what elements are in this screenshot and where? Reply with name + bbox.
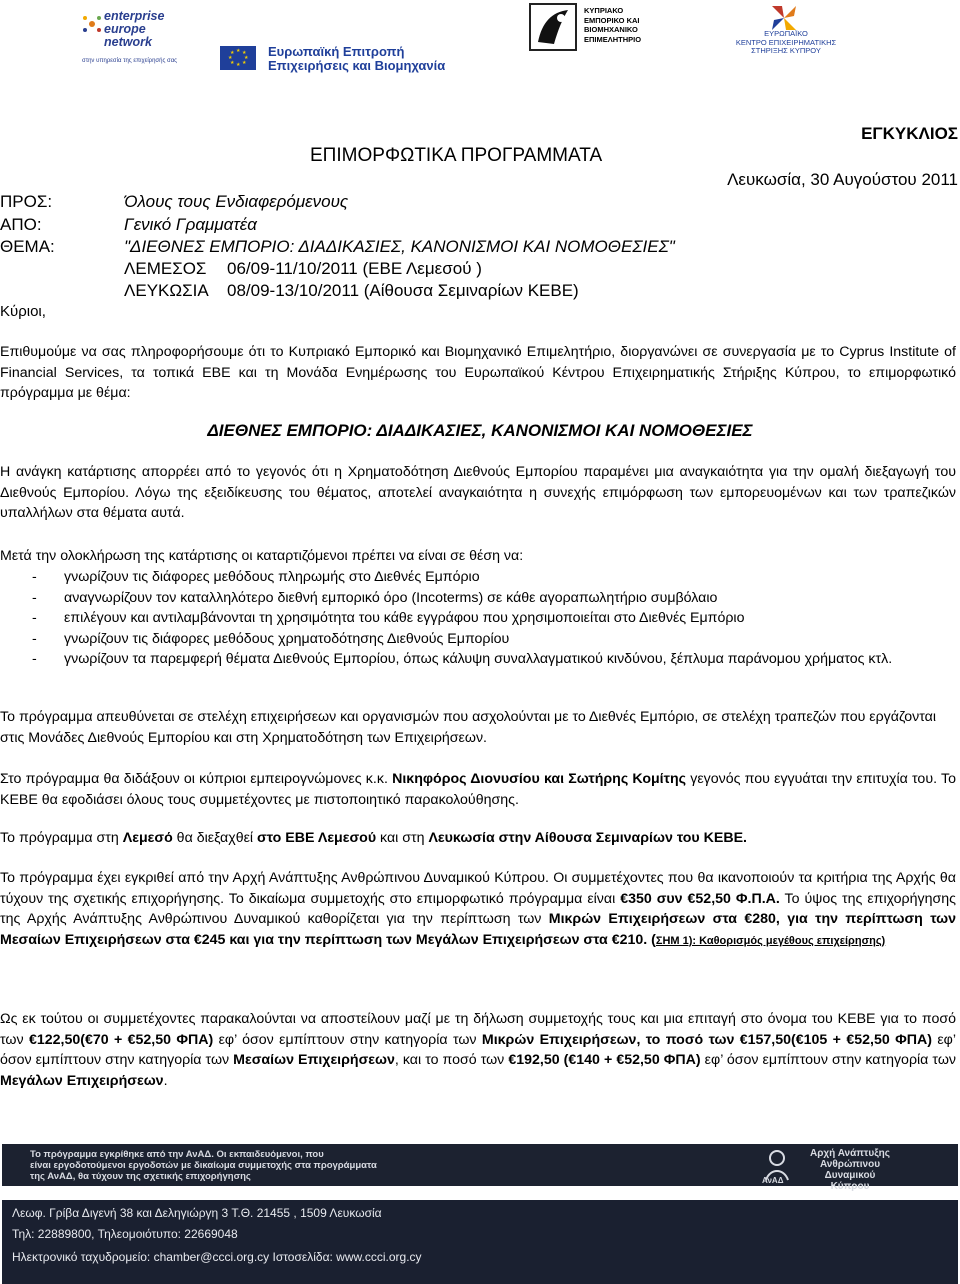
bullet-dash: - — [32, 589, 37, 606]
list-item — [0, 567, 960, 588]
need-paragraph: Η ανάγκη κατάρτισης απορρέει από το γεγονός ότι η Χρηματοδότηση Διεθνούς Εμπορίου παραμένει μια αναγκαιότητα για την ομαλή διεξαγωγή του Διεθνούς Εμπορίου. Λόγω της εξειδίκευσης του θέματος, αποτελεί αναγκαιότητα η συνεχής επιμόρφωση των εμπορευομένων και των τραπεζικών υπαλλήλων στα θέματα αυτά. — [0, 464, 956, 521]
ebe-line-3: ΒΙΟΜΗΧΑΝΙΚΟ — [584, 25, 638, 34]
list-item — [0, 629, 960, 650]
payment-text-e: εφ’ όσον εμπίπτουν στην κατηγορία των — [0, 1031, 956, 1068]
email-line[interactable]: Ηλεκτρονικό ταχυδρομείο: chamber@ccci.org.cy Ιστοσελίδα: www.ccci.org.cy — [12, 1250, 422, 1264]
list-item-text: αναγνωρίζουν τον καταλληλότερο διεθνή εμπορικό όρο (Incoterms) σε κάθε αγοραπωλητήριο συμβόλαιο — [64, 589, 718, 606]
hrda-line-1: Αρχή Ανάπτυξης — [810, 1148, 890, 1159]
intro-paragraph: Επιθυμούμε να σας πληροφορήσουμε ότι το Κυπριακό Εμπορικό και Βιομηχανικό Επιμελητήριο, διοργανώνει σε συνεργασία με το Cyprus Institute of Financial Services, τα τοπικά ΕΒΕ και τη Μονάδα Ενημέρωσης του Ευρωπαϊκού Κέντρου Επιχειρηματικής Στήριξης Κύπρου, το επιμορφωτικό πρόγραμμα με θέμα: — [0, 344, 956, 401]
document-title: ΕΠΙΜΟΡΦΩΤΙΚΑ ΠΡΟΓΡΑΜΜΑΤΑ — [310, 145, 603, 166]
payment-large-amount: €192,50 (€140 + €52,50 ΦΠΑ) — [508, 1052, 701, 1068]
fees-paragraph — [0, 868, 956, 951]
subject-value: "ΔΙΕΘΝΕΣ ΕΜΠΟΡΙΟ: ΔΙΑΔΙΚΑΣΙΕΣ, ΚΑΝΟΝΙΣΜΟΙ ΚΑΙ ΝΟΜΟΘΕΣΙΕΣ" — [124, 237, 675, 256]
venues-text-e: και στη — [376, 830, 429, 846]
payment-medium-label: Μεσαίων Επιχειρήσεων — [233, 1052, 395, 1068]
fees-text-c: Το ύψος της επιχορήγησης της Αρχής Ανάπτυξης Ανθρώπινου Δυναμικού καθορίζεται για την περίπτωση των — [0, 890, 956, 927]
limassol-place: ΛΕΜΕΣΟΣ — [124, 259, 207, 278]
eu-commission-subtitle: Επιχειρήσεις και Βιομηχανία — [268, 58, 446, 73]
bullet-dash: - — [32, 610, 37, 626]
list-item — [0, 649, 960, 670]
phone-line: Τηλ: 22889800, Τηλεομοιότυπο: 22669048 — [12, 1227, 238, 1241]
objectives-list — [0, 567, 960, 670]
limassol-dates: 06/09-11/10/2011 (ΕΒΕ Λεμεσού ) — [227, 259, 482, 278]
sender-value: Γενικό Γραμματέα — [124, 215, 257, 234]
hermes-emblem-icon — [528, 2, 578, 52]
een-line-1: enterprise — [104, 9, 165, 23]
subject-label: ΘΕΜΑ: — [0, 237, 55, 256]
salutation: Κύριοι, — [0, 303, 46, 320]
chamber-contact-footer — [2, 1200, 958, 1284]
payment-text-a: Ως εκ τούτου οι συμμετέχοντες παρακαλούνται να αποστείλουν μαζί με τη δήλωση συμμετοχής τους και μια επιταγή στο όνομα του ΚΕΒΕ για το ποσό των — [0, 1011, 956, 1048]
payment-text-g: , και το ποσό των — [394, 1052, 509, 1068]
venues-limassol: Λεμεσό — [122, 830, 173, 846]
venues-nicosia: Λευκωσία στην Αίθουσα Σεμιναρίων του ΚΕΒΕ. — [428, 830, 747, 846]
eu-flag-icon: ★ ★ ★ ★ ★ ★ ★ ★ — [220, 46, 256, 70]
hrda-line-4: Κύπρου — [830, 1181, 870, 1192]
instructors-names: Νικηφόρος Διονυσίου και Σωτήρης Κομίτης — [392, 771, 686, 787]
kebe-line-1: ΕΥΡΩΠΑΪΚΟ — [764, 29, 808, 38]
ebe-line-1: ΚΥΠΡΙΑΚΟ — [584, 6, 624, 15]
fees-amount: €350 συν €52,50 Φ.Π.Α. — [620, 890, 780, 907]
schedule-nicosia — [124, 281, 579, 301]
hrda-approval-banner — [2, 1144, 958, 1192]
instructors-text-c: γεγονός που εγγυάται την επιτυχία του. Το ΚΕΒΕ θα εφοδιάσει όλους τους συμμετέχοντες με πιστοποιητικό παρακολούθησης. — [0, 771, 956, 808]
payment-paragraph — [0, 1009, 956, 1091]
payment-medium-amount: Μικρών Επιχειρήσεων, το ποσό των €157,50(€105 + €52,50 ΦΠΑ) — [481, 1031, 932, 1048]
list-item — [0, 608, 960, 629]
list-item-text: επιλέγουν και αντιλαμβάνονται τη χρησιμότητα του κάθε εγγράφου που χρησιμοποιείται στο Διεθνές Εμπόριο — [64, 610, 745, 626]
recipient-label: ΠΡΟΣ: — [0, 192, 53, 211]
schedule-limassol — [124, 259, 482, 279]
payment-text-c: εφ’ όσον εμπίπτουν στην κατηγορία των — [213, 1031, 482, 1048]
bullet-dash: - — [32, 569, 37, 585]
pinwheel-icon — [764, 4, 804, 32]
een-line-2: europe — [104, 22, 146, 36]
instructors-text-a: Στο πρόγραμμα θα διδάξουν οι κύπριοι εμπειρογνώμονες κ.κ. — [0, 771, 393, 787]
nicosia-place: ΛΕΥΚΩΣΙΑ — [124, 281, 209, 300]
fees-subsidy: Μικρών Επιχειρήσεων στα €280, για την περίπτωση των Μεσαίων Επιχειρήσεων στα €245 και για την περίπτωση των Μεγάλων Επιχειρήσεων στα €210. ( — [0, 911, 956, 948]
list-item — [0, 588, 960, 609]
program-subject-heading — [0, 421, 960, 441]
eu-commission-title: Ευρωπαϊκή Επιτροπή — [268, 44, 405, 59]
venues-paragraph — [0, 828, 956, 849]
kebe-line-2: ΚΕΝΤΡΟ ΕΠΙΧΕΙΡΗΜΑΤΙΚΗΣ — [735, 37, 837, 47]
hrda-logo — [762, 1146, 922, 1192]
venues-text-a: Το πρόγραμμα στη — [0, 830, 123, 846]
enterprise-europe-network-logo — [82, 10, 194, 68]
ebe-line-2: ΕΜΠΟΡΙΚΟ ΚΑΙ — [584, 15, 640, 25]
payment-large-label: Μεγάλων Επιχειρήσεων — [0, 1072, 164, 1089]
cyprus-chamber-logo — [528, 2, 698, 52]
payment-text-k: . — [163, 1072, 168, 1089]
banner-line-3: της ΑνΑΔ, θα τύχουν της σχετικής επιχορήγησης — [30, 1171, 251, 1182]
list-item-text: γνωρίζουν τα παρεμφερή θέματα Διεθνούς Εμπορίου, όπως κάλυψη συναλλαγματικού κινδύνου, ξέπλυμα παράνομου χρήματος κτλ. — [64, 651, 893, 667]
european-commission-logo — [220, 44, 520, 73]
kebe-line-3: ΣΤΗΡΙΞΗΣ ΚΥΠΡΟΥ — [751, 46, 821, 55]
recipient-value: Όλους τους Ενδιαφερόμενους — [124, 192, 349, 211]
address-line: Λεωφ. Γρίβα Διγενή 38 και Δεληγιώργη 3 Τ.Θ. 21455 , 1509 Λευκωσία — [12, 1206, 382, 1220]
circular-label: ΕΓΚΥΚΛΙΟΣ — [861, 124, 958, 143]
program-subject-text: ΔΙΕΘΝΕΣ ΕΜΠΟΡΙΟ: ΔΙΑΔΙΚΑΣΙΕΣ, ΚΑΝΟΝΙΣΜΟΙ ΚΑΙ ΝΟΜΟΘΕΣΙΕΣ — [207, 421, 753, 440]
objectives-intro: Μετά την ολοκλήρωση της κατάρτισης οι καταρτιζόμενοι πρέπει να είναι σε θέση να: — [0, 548, 524, 564]
banner-line-1: Το πρόγραμμα εγκρίθηκε από την ΑνΑΔ. Οι εκπαιδευόμενοι, που — [30, 1149, 324, 1160]
bullet-dash: - — [32, 651, 37, 667]
banner-line-2: είναι εργοδοτούμενοι εργοδοτών με δικαίωμα συμμετοχής στα προγράμματα — [30, 1160, 377, 1171]
sender-label: ΑΠΟ: — [0, 215, 42, 234]
bullet-dash: - — [32, 630, 37, 647]
fees-text-a: Το πρόγραμμα έχει εγκριθεί από την Αρχή Ανάπτυξης Ανθρώπινου Δυναμικού Κύπρου. Οι συμμετέχοντες που θα ικανοποιούν τα κριτήρια της Αρχής θα τύχουν της σχετικής επιχορήγησης. Το δικαίωμα συμμετοχής στο επιμορφωτικό πρόγραμμα είναι — [0, 870, 956, 907]
list-item-text: γνωρίζουν τις διάφορες μεθόδους χρηματοδότησης Διεθνούς Εμπορίου — [64, 630, 510, 647]
venues-limassol-chamber: στο ΕΒΕ Λεμεσού — [257, 830, 377, 846]
hrda-line-2: Ανθρώπινου — [819, 1159, 881, 1170]
payment-text-i: εφ’ όσον εμπίπτουν στην κατηγορία των — [700, 1052, 956, 1068]
audience-paragraph: Το πρόγραμμα απευθύνεται σε στελέχη επιχειρήσεων και οργανισμών που ασχολούνται με το Διεθνές Εμπόριο, σε στελέχη τραπεζών που εργάζονται στις Μονάδες Διεθνούς Εμπορίου και στη Χρηματοδότηση των Επιχειρήσεων. — [0, 709, 937, 746]
een-tagline: στην υπηρεσία της επιχείρησής σας — [82, 58, 178, 64]
instructors-paragraph — [0, 769, 956, 810]
list-item-text: γνωρίζουν τις διάφορες μεθόδους πληρωμής στο Διεθνές Εμπόριο — [64, 569, 480, 585]
payment-small: €122,50(€70 + €52,50 ΦΠΑ) — [28, 1031, 214, 1048]
venues-text-c: θα διεξαχθεί — [172, 830, 258, 846]
star-network-icon — [82, 14, 102, 34]
hrda-line-3: Δυναμικού — [824, 1170, 876, 1181]
document-date: Λευκωσία, 30 Αυγούστου 2011 — [727, 170, 958, 189]
fees-footnote: ΣΗΜ 1): Καθορισμός μεγέθους επιχείρησης) — [655, 934, 886, 947]
ebe-line-4: ΕΠΙΜΕΛΗΤΗΡΙΟ — [584, 34, 642, 44]
nicosia-dates: 08/09-13/10/2011 (Αίθουσα Σεμιναρίων ΚΕΒΕ) — [227, 281, 579, 300]
een-line-3: network — [104, 35, 152, 49]
business-support-centre-logo — [706, 4, 866, 55]
hrda-acronym: ΑνΑΔ — [762, 1176, 784, 1185]
